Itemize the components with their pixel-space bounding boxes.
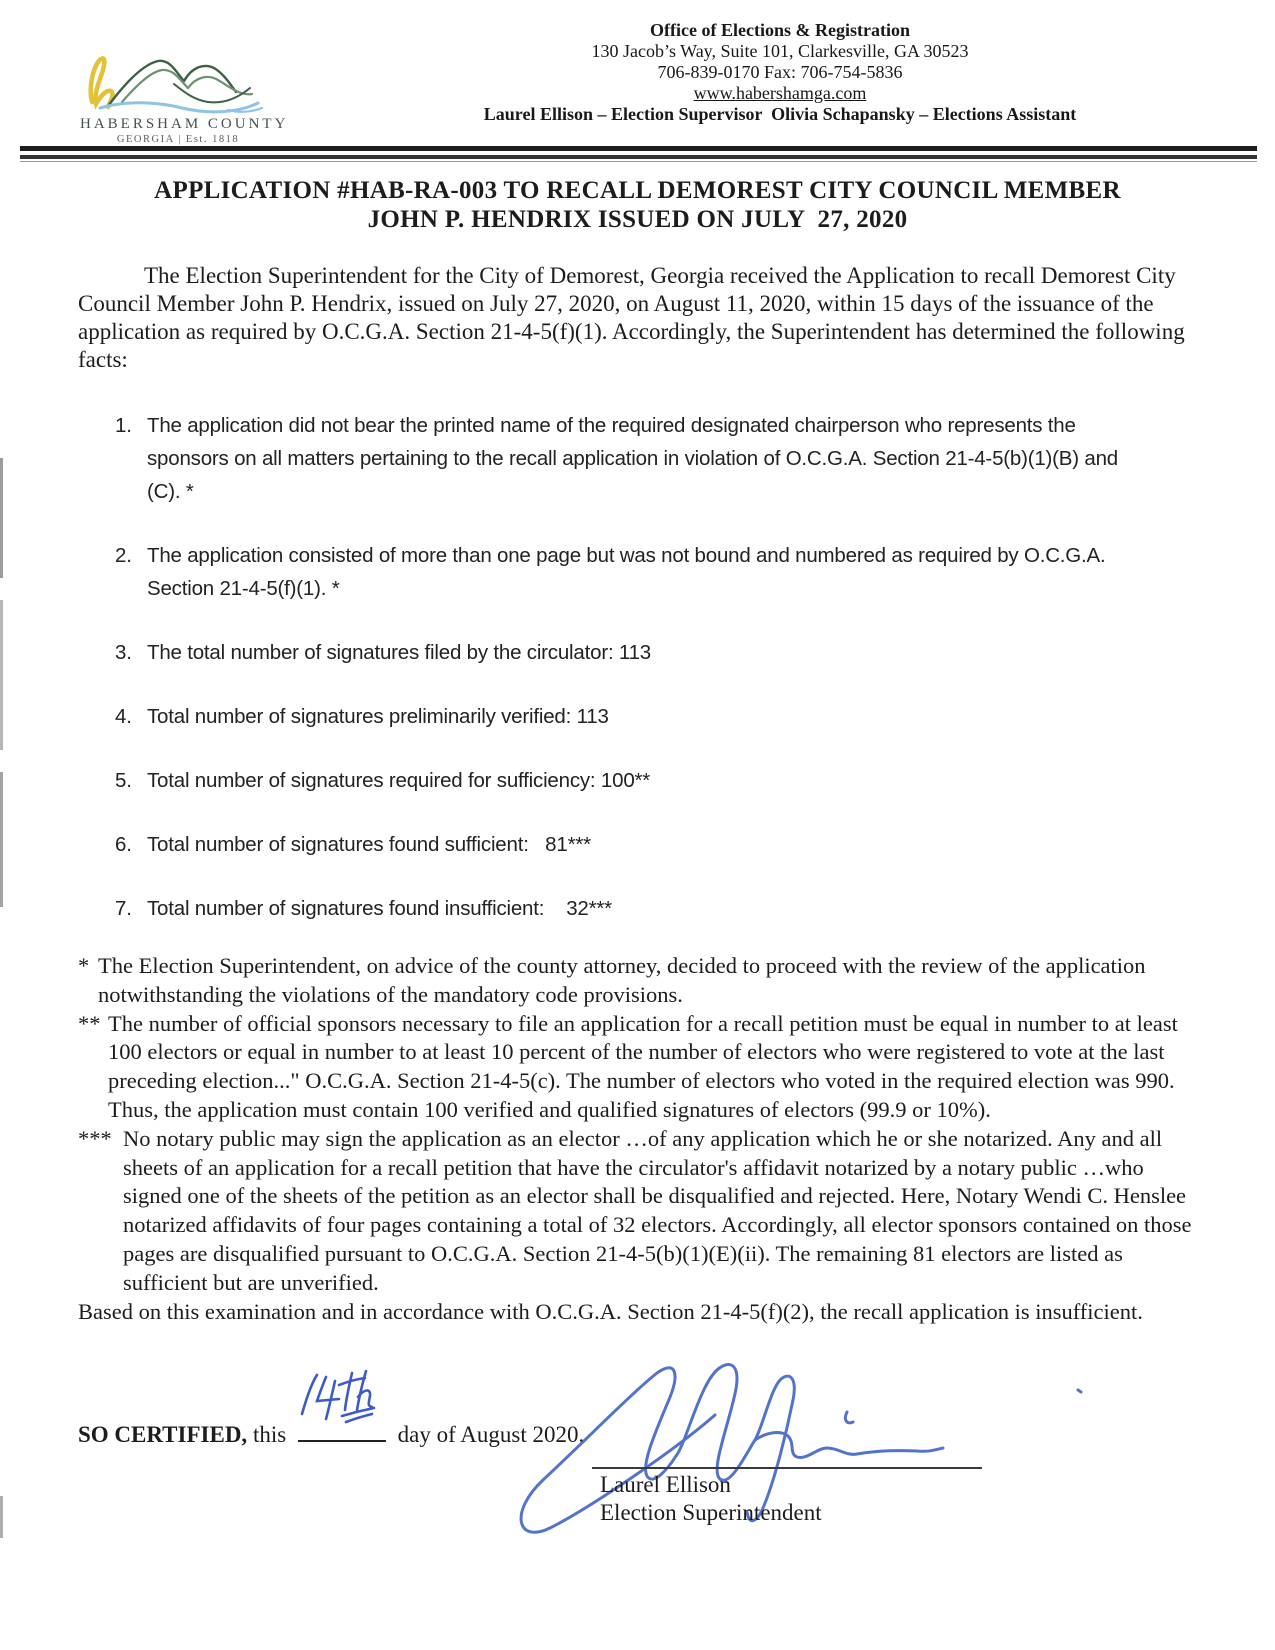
letterhead-contact-block	[440, 20, 1120, 125]
office-website: www.habershamga.com	[693, 83, 867, 103]
footnote-marker: ***	[78, 1125, 112, 1151]
footnote	[78, 1010, 1202, 1125]
fact-item	[78, 828, 1153, 861]
office-name: Office of Elections & Registration	[650, 20, 910, 40]
fact-text: Total number of signatures found insufficient: 32***	[147, 897, 612, 920]
mountains-logo-icon	[78, 50, 278, 118]
signer-name: Laurel Ellison	[600, 1472, 731, 1497]
fact-item	[78, 764, 1153, 797]
day-blank-line	[298, 1416, 386, 1442]
certification-rest: day of August 2020.	[391, 1422, 585, 1447]
fact-text: The application did not bear the printed name of the required designated chairperson who represents the sponsors on all matters pertaining to the recall application in violation of O.C.G.A. Section 21-4-5(b)(1)(B) and (C). *	[147, 414, 1124, 503]
document-title	[0, 176, 1275, 234]
fact-number: 7.	[115, 897, 132, 920]
fact-item	[78, 700, 1153, 733]
footnote-text: The number of official sponsors necessary to file an application for a recall petition must be equal in number to at least 100 electors or equal in number to at least 10 percent of the number of electors who were registered to vote at the last preceding election..." O.C.G.A. Section 21-4-5(c). The number of electors who voted in the required election was 990. Thus, the application must contain 100 verified and qualified signatures of electors (99.9 or 10%).	[108, 1010, 1178, 1122]
footnote	[78, 1125, 1202, 1298]
footnote-marker: **	[78, 1010, 101, 1036]
fact-item	[78, 636, 1153, 669]
logo-county-name: HABERSHAM COUNTY	[80, 116, 289, 132]
fact-text: The total number of signatures filed by the circulator: 113	[147, 641, 652, 664]
so-certified-label: SO CERTIFIED,	[78, 1422, 248, 1447]
footnotes-section	[78, 952, 1202, 1326]
footnotes-list	[78, 952, 1202, 1298]
document-title-line2: JOHN P. HENDRIX ISSUED ON JULY 27, 2020	[367, 206, 908, 233]
signer-title: Election Superintendent	[600, 1500, 822, 1525]
fact-number: 1.	[115, 414, 132, 437]
office-phone-fax: 706-839-0170 Fax: 706-754-5836	[657, 62, 903, 82]
header-rule-top	[20, 146, 1257, 151]
fact-item	[78, 892, 1153, 925]
handwritten-day-ink	[292, 1370, 392, 1424]
footnote-text: The Election Superintendent, on advice of the county attorney, decided to proceed with the review of the application notwithstanding the violations of the mandatory code provisions.	[98, 953, 1146, 1007]
document-title-line1: APPLICATION #HAB-RA-003 TO RECALL DEMOREST CITY COUNCIL MEMBER	[154, 177, 1121, 204]
fact-number: 2.	[115, 544, 132, 567]
footnote-text: No notary public may sign the application as an elector …of any application which he or she notarized. Any and all sheets of an application for a recall petition that have the circulator's affidavit notarized by a notary public …who signed one of the sheets of the petition as an elector shall be disqualified and rejected. Here, Notary Wendi C. Henslee notarized affidavits of four pages containing a total of 32 electors. Accordingly, all elector sponsors contained on those pages are disqualified pursuant to O.C.G.A. Section 21-4-5(b)(1)(E)(ii). The remaining 81 electors are listed as sufficient but are unverified.	[123, 1125, 1192, 1295]
scan-artifact	[0, 600, 3, 750]
fact-text: Total number of signatures preliminarily verified: 113	[147, 705, 609, 728]
certification-this: this	[247, 1422, 292, 1447]
fact-number: 4.	[115, 705, 132, 728]
habersham-county-logo	[78, 50, 289, 150]
fact-number: 3.	[115, 641, 132, 664]
office-address: 130 Jacob’s Way, Suite 101, Clarkesville, GA 30523	[591, 41, 969, 61]
fact-text: Total number of signatures required for sufficiency: 100**	[147, 769, 651, 792]
footnote-marker: *	[78, 953, 90, 978]
conclusion-paragraph: Based on this examination and in accordance with O.C.G.A. Section 21-4-5(f)(2), the recall application is insufficient.	[78, 1298, 1143, 1324]
footnote	[78, 952, 1202, 1010]
fact-number: 5.	[115, 769, 132, 792]
header-rule-shadow	[20, 161, 1257, 162]
fact-text: The application consisted of more than one page but was not bound and numbered as required by O.C.G.A. Section 21-4-5(f)(1). *	[147, 544, 1112, 600]
scan-artifact	[0, 458, 3, 578]
fact-item	[78, 539, 1153, 605]
facts-list	[78, 409, 1153, 956]
fact-item	[78, 409, 1153, 508]
header-rule-bottom	[20, 155, 1257, 159]
intro-paragraph: The Election Superintendent for the City of Demorest, Georgia received the Application to recall Demorest City Council Member John P. Hendrix, issued on July 27, 2020, on August 11, 2020, within 15 days of the issuance of the application as required by O.C.G.A. Section 21-4-5(f)(1). Accordingly, the Superintendent has determined the following facts:	[78, 263, 1185, 372]
fact-number: 6.	[115, 833, 132, 856]
scan-artifact	[0, 772, 3, 907]
fact-text: Total number of signatures found sufficient: 81***	[147, 833, 591, 856]
scan-artifact	[0, 1496, 3, 1538]
signature-line	[592, 1467, 982, 1469]
logo-tagline: GEORGIA | Est. 1818	[116, 134, 240, 145]
office-staff: Laurel Ellison – Election Supervisor Olivia Schapansky – Elections Assistant	[483, 104, 1077, 124]
